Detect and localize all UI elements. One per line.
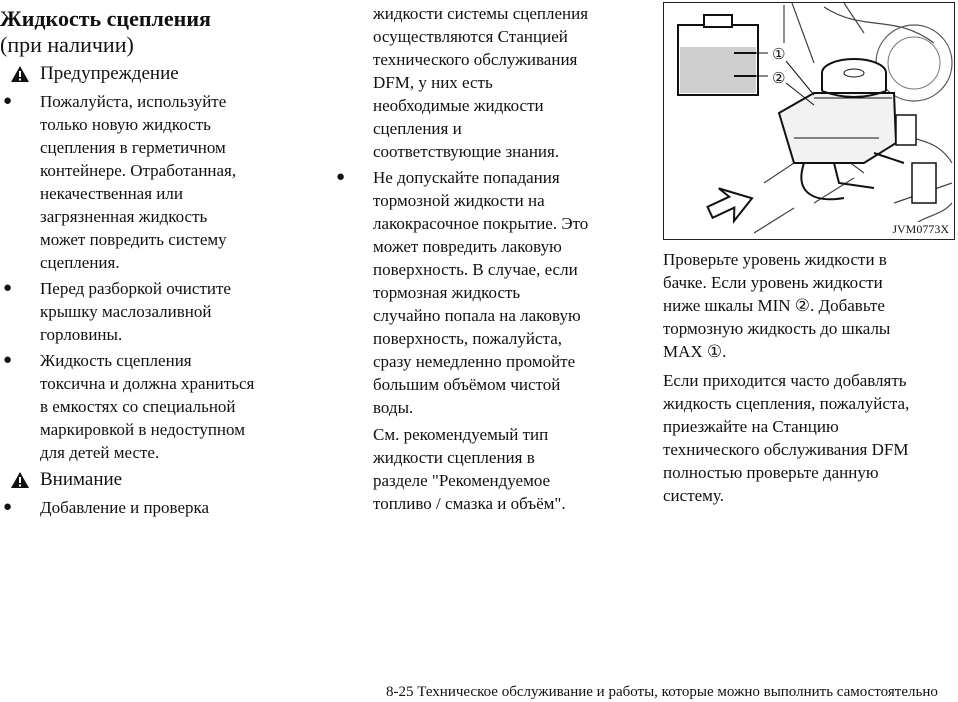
list-item-text: Жидкость сцепления токсична и должна храниться в емкостях со специальной маркировкой в недоступном для детей месте. bbox=[40, 351, 255, 462]
caution-heading-label: Внимание bbox=[40, 469, 123, 490]
column-right bbox=[663, 0, 958, 507]
reservoir-illustration bbox=[663, 2, 955, 240]
marker-max-label: ① bbox=[772, 45, 786, 63]
column-left bbox=[0, 0, 300, 519]
warning-triangle-icon bbox=[0, 471, 40, 489]
warning-heading bbox=[0, 62, 300, 86]
bullet-icon: ● bbox=[3, 499, 13, 515]
list-item-text: Добавление и проверка bbox=[40, 498, 210, 517]
list-item-continuation: жидкости системы сцепления осуществляются Станцией технического обслуживания DFM, у них есть необходимые жидкости сцепления и соответствующие знания. bbox=[373, 4, 589, 161]
reservoir-drawing bbox=[664, 3, 954, 239]
column-middle bbox=[333, 0, 633, 515]
list-item-text: Пожалуйста, используйте только новую жидкость сцепления в герметичном контейнере. Отработанная, некачественная или загрязненная жидкость может повредить систему сцепления. bbox=[40, 92, 237, 272]
list-item-text: Перед разборкой очистите крышку маслозаливной горловины. bbox=[40, 279, 231, 344]
bullet-icon: ● bbox=[3, 280, 13, 296]
list-item bbox=[0, 90, 300, 274]
list-item bbox=[0, 277, 300, 346]
right-paragraph-2: Если приходится часто добавлять жидкость сцепления, пожалуйста, приезжайте на Станцию технического обслуживания DFM полностью проверьте данную систему. bbox=[663, 371, 910, 505]
figure-code: JVM0773X bbox=[892, 222, 949, 236]
list-item bbox=[0, 349, 300, 464]
bullet-icon: ● bbox=[3, 93, 13, 109]
warning-triangle-icon bbox=[0, 65, 40, 83]
marker-min-label: ② bbox=[772, 69, 786, 87]
section-subtitle: (при наличии) bbox=[0, 32, 134, 57]
bullet-icon: ● bbox=[336, 169, 346, 185]
list-item bbox=[0, 496, 300, 519]
list-item bbox=[333, 166, 633, 419]
page-footer: 8-25 Техническое обслуживание и работы, которые можно выполнить самостоятельно bbox=[386, 684, 938, 700]
bullet-icon: ● bbox=[3, 352, 13, 368]
warning-heading-label: Предупреждение bbox=[40, 63, 179, 84]
see-also-note: См. рекомендуемый тип жидкости сцепления в разделе "Рекомендуемое топливо / смазка и объём". bbox=[373, 425, 566, 513]
caution-heading bbox=[0, 468, 300, 492]
list-item-text: Не допускайте попадания тормозной жидкости на лакокрасочное покрытие. Это может повредить лаковую поверхность. В случае, если тормозная жидкость случайно попала на лаковую поверхность, пожалуйста, сразу немедленно промойте большим объёмом чистой воды. bbox=[373, 168, 589, 417]
section-title: Жидкость сцепления bbox=[0, 6, 211, 31]
right-paragraph-1: Проверьте уровень жидкости в бачке. Если уровень жидкости ниже шкалы MIN ②. Добавьте тормозную жидкость до шкалы MAX ①. bbox=[663, 250, 891, 361]
